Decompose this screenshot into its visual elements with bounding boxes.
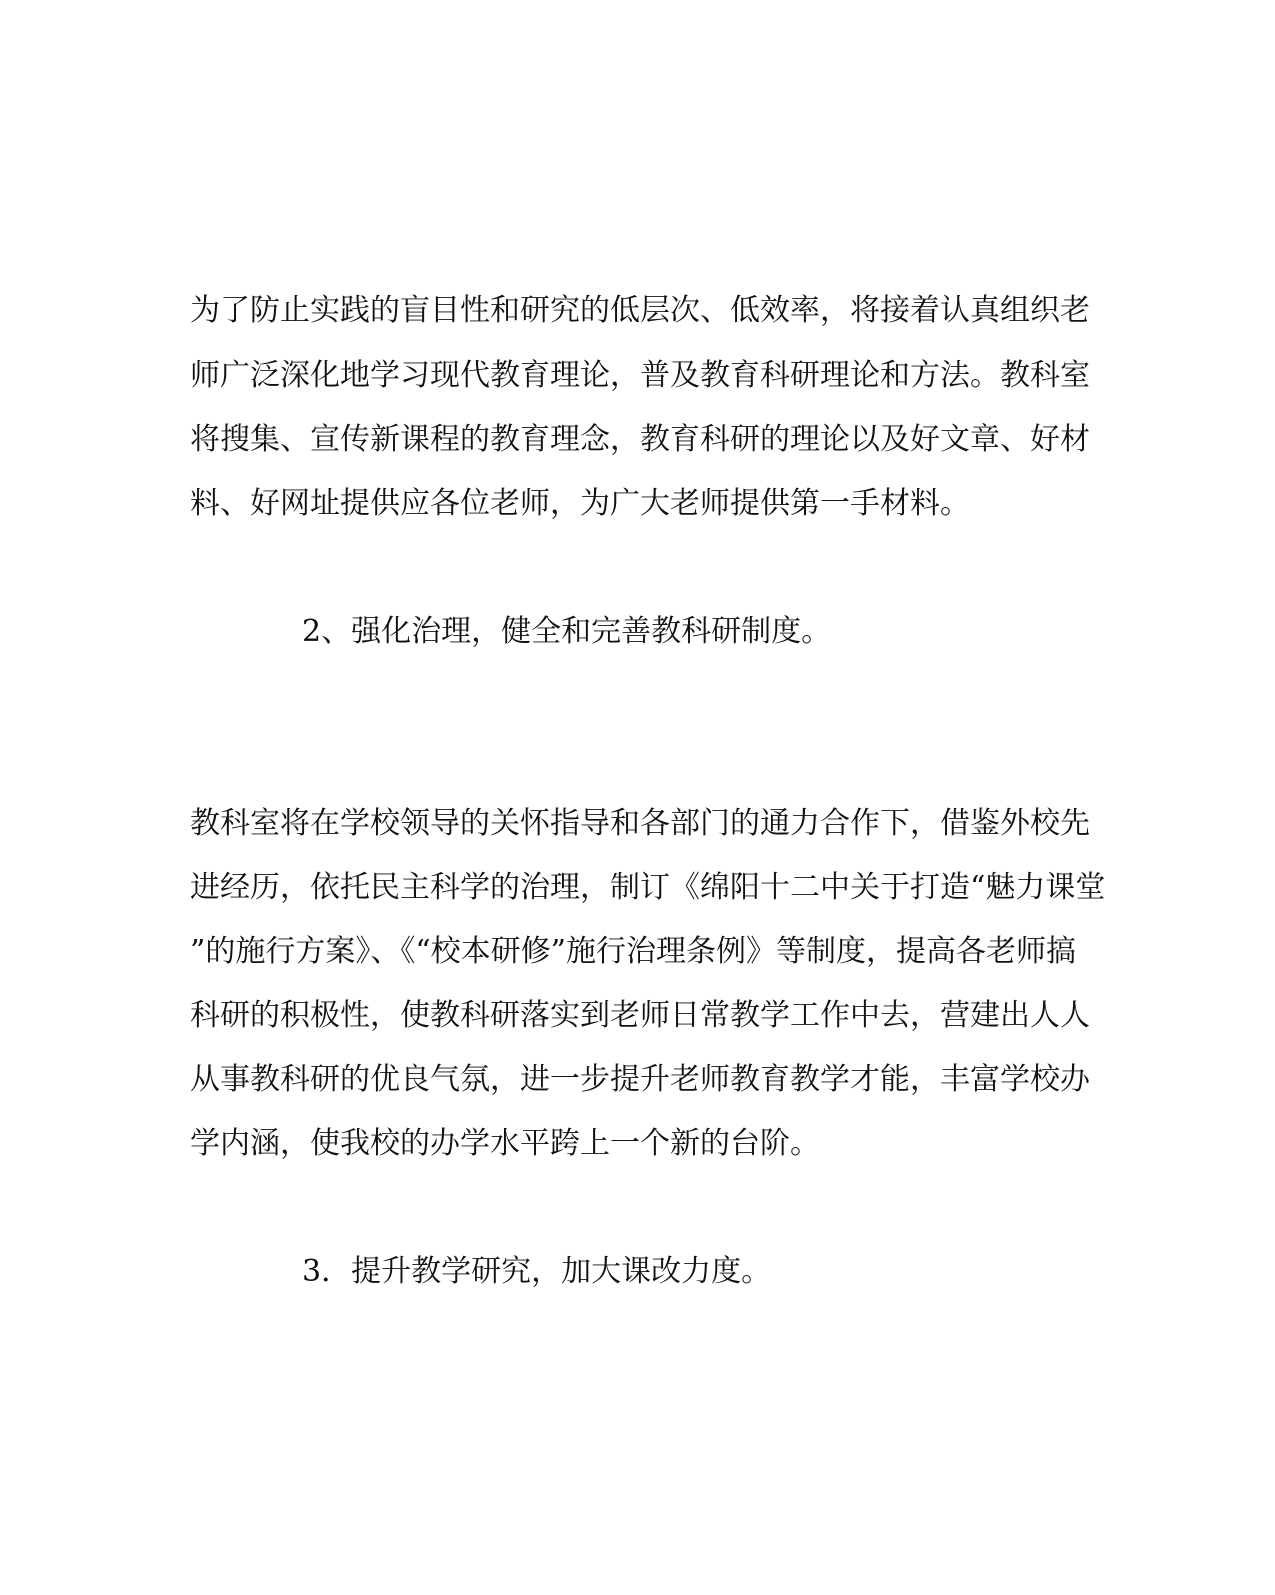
paragraph-1-line-4: 料、好网址提供应各位老师，为广大老师提供第一手材料。 — [190, 486, 970, 521]
section-heading-3: 3．提升教学研究，加大课改力度。 — [302, 1254, 772, 1289]
paragraph-1-line-3: 将搜集、宣传新课程的教育理念，教育科研的理论以及好文章、好材 — [190, 422, 1090, 457]
paragraph-2-line-5: 从事教科研的优良气氛，进一步提升老师教育教学才能，丰富学校办 — [190, 1062, 1090, 1097]
paragraph-2-line-3: ”的施行方案》、《“校本研修”施行治理条例》等制度，提高各老师搞 — [190, 934, 1077, 969]
paragraph-2-line-6: 学内涵，使我校的办学水平跨上一个新的台阶。 — [190, 1126, 820, 1161]
paragraph-2-line-1: 教科室将在学校领导的关怀指导和各部门的通力合作下，借鉴外校先 — [190, 806, 1090, 841]
paragraph-1-line-2: 师广泛深化地学习现代教育理论，普及教育科研理论和方法。教科室 — [190, 358, 1090, 393]
paragraph-2-line-4: 科研的积极性，使教科研落实到老师日常教学工作中去，营建出人人 — [190, 998, 1090, 1033]
section-heading-2: 2、强化治理，健全和完善教科研制度。 — [302, 614, 832, 649]
paragraph-2-line-2: 进经历，依托民主科学的治理，制订《绵阳十二中关于打造“魅力课堂 — [190, 870, 1106, 905]
paragraph-1-line-1: 为了防止实践的盲目性和研究的低层次、低效率，将接着认真组织老 — [190, 293, 1090, 328]
